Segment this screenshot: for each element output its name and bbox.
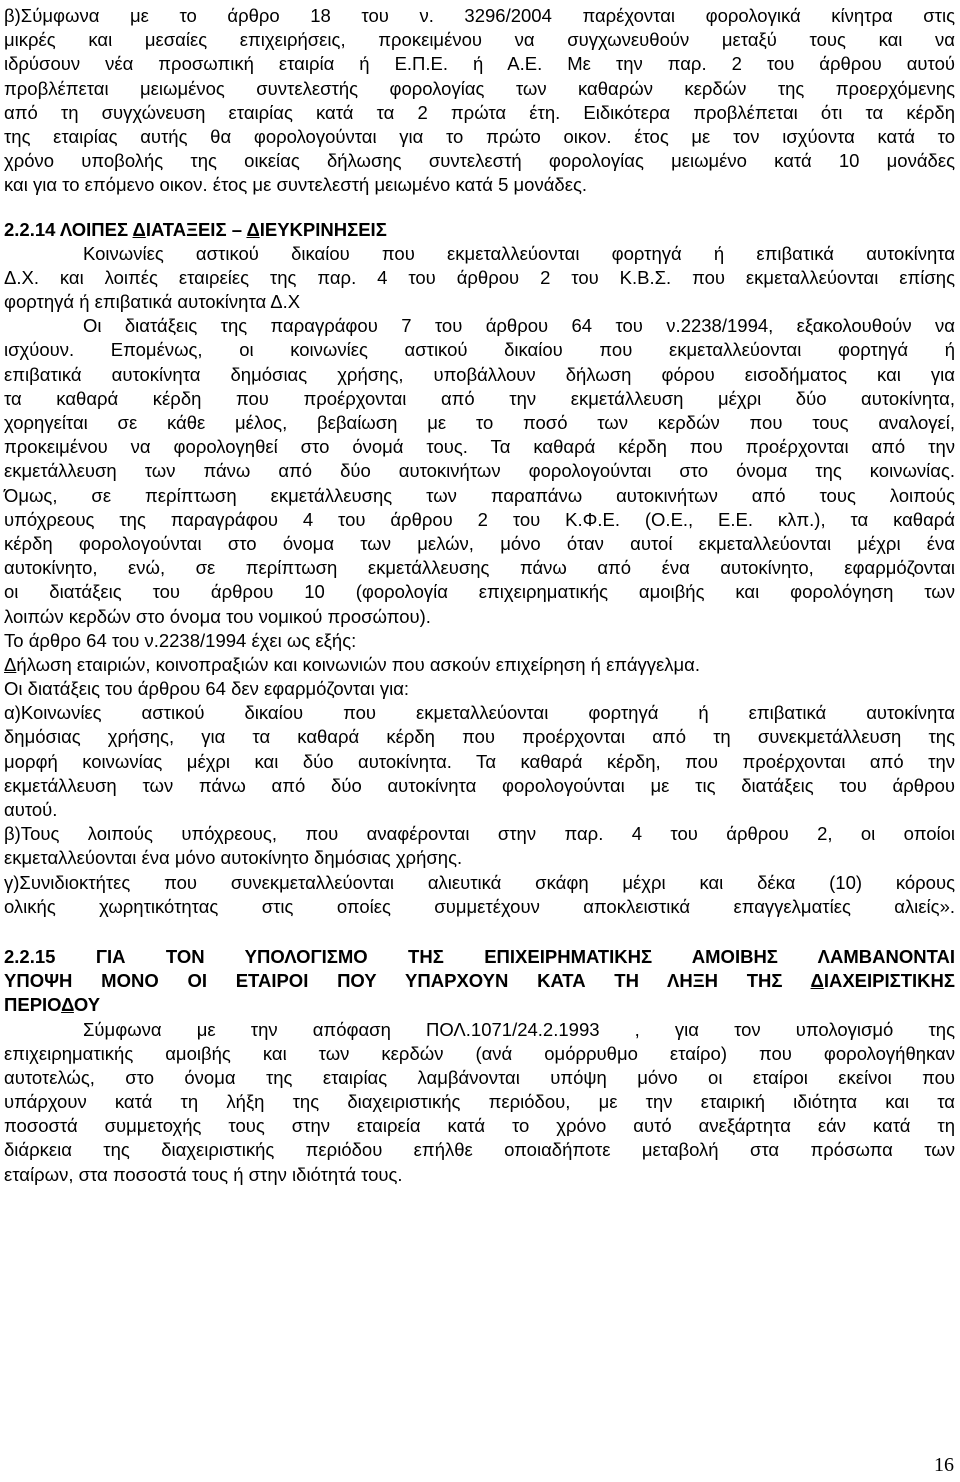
text-line: ισχύουν. Επομένως, οι κοινωνίες αστικού δικαίου που εκμεταλλεύονται φορτηγά ή: [4, 339, 955, 361]
text-segment: Δ: [4, 653, 17, 675]
blank-line: [4, 919, 955, 945]
text-line: προβλέπεται μειωμένος συντελεστής φορολογίας των καθαρών κερδών της προερχόμενης: [4, 77, 955, 99]
text-line: λοιπών κερδών στο όνομα του νομικού προσώπου).: [4, 605, 431, 627]
text-line: Δ.Χ. και λοιπές εταιρείες της παρ. 4 του άρθρου 2 του Κ.Β.Σ. που εκμεταλλεύονται επίσης: [4, 266, 955, 288]
page-number: 16: [934, 1454, 954, 1476]
document-body: [4, 4, 955, 1187]
text-line: χρόνο υποβολής της οικείας δήλωσης συντελεστή φορολογίας μειωμένο κατά 10 μονάδες: [4, 150, 955, 172]
text-line: α)Κοινωνίες αστικού δικαίου που εκμεταλλεύονται φορτηγά ή επιβατικά αυτοκίνητα: [4, 702, 955, 724]
text-line: εταίρων, στα ποσοστά τους ή στην ιδιότητά τους.: [4, 1163, 403, 1185]
text-segment: ΙΕΥΚΡΙΝΗΣΕΙΣ: [259, 218, 387, 240]
text-line: Σύμφωνα με την απόφαση ΠΟΛ.1071/24.2.1993 , για τον υπολογισμό της: [83, 1018, 955, 1040]
text-line: τα καθαρά κέρδη που προέρχονται από την εκμετάλλευση μέχρι δύο αυτοκίνητα,: [4, 387, 955, 409]
text-segment: Δ: [810, 970, 824, 992]
text-line: μικρές και μεσαίες επιχειρήσεις, προκειμένου να συγχωνευθούν μεταξύ τους και να: [4, 29, 955, 51]
text-line: χορηγείται σε κάθε μέλος, βεβαίωση με το ποσό των κερδών που τους αναλογεί,: [4, 412, 955, 433]
text-line: αυτοκίνητο, ενώ, σε περίπτωση εκμετάλλευσης πάνω από ένα αυτοκίνητο, εφαρμόζονται: [4, 557, 955, 579]
text-line: εκμεταλλεύονται ένα μόνο αυτοκίνητο δημόσιας χρήσης.: [4, 847, 463, 869]
text-line: [4, 653, 955, 677]
text-segment: 2.2.15 ΓΙΑ ΤΟΝ ΥΠΟΛΟΓΙΣΜΟ ΤΗΣ ΕΠΙΧΕΙΡΗΜΑΤΙΚΗΣ ΑΜΟΙΒΗΣ ΛΑΜΒΑΝΟΝΤΑΙ: [4, 945, 955, 967]
text-segment: Δ: [61, 994, 74, 1016]
text-segment: ΙΑΤΑΞΕΙΣ –: [145, 218, 247, 240]
text-line: ποσοστά συμμετοχής τους στην εταιρεία κατά το χρόνο αυτό ανεξάρτητα εάν κατά τη: [4, 1115, 955, 1137]
text-line: εκμετάλλευση των πάνω από δύο αυτοκίνητα φορολογούνται με τις διατάξεις του άρθρου: [4, 774, 955, 796]
text-segment: ΟΥ: [73, 994, 101, 1016]
text-line: επιχειρηματικής αμοιβής και των κερδών (ανά ομόρρυθμο εταίρο) που φορολογήθηκαν: [4, 1042, 955, 1064]
text-segment: Δ: [132, 218, 146, 240]
text-segment: Δ: [246, 218, 260, 240]
text-line: β)Σύμφωνα με το άρθρο 18 του ν. 3296/2004 παρέχονται φορολογικά κίνητρα στις: [4, 5, 955, 26]
text-line: κέρδη φορολογούνται στο όνομα των μελών, μόνο όταν αυτοί εκμεταλλεύονται μέχρι ένα: [4, 532, 955, 554]
text-line: υπάρχουν κατά τη λήξη της διαχειριστικής περιόδου, με την εταιρική ιδιότητα και τα: [4, 1091, 955, 1113]
section-heading: [4, 218, 955, 242]
text-line: φορτηγά ή επιβατικά αυτοκίνητα Δ.Χ: [4, 291, 301, 313]
text-line: και για το επόμενο οικον. έτος με συντελεστή μειωμένο κατά 5 μονάδες.: [4, 174, 588, 196]
text-segment: ήλωση εταιριών, κοινοπραξιών και κοινωνιών που ασκούν επιχείρηση ή επάγγελμα.: [16, 653, 701, 675]
section-heading: [4, 945, 955, 969]
text-line: β)Τους λοιπούς υπόχρεους, που αναφέρονται στην παρ. 4 του άρθρου 2, οι οποίοι: [4, 823, 955, 845]
section-heading: [4, 969, 955, 993]
text-line: ολικής χωρητικότητας στις οποίες συμμετέχουν αποκλειστικά επαγγελματίες αλιείς».: [4, 895, 955, 917]
text-line: ιδρύσουν νέα προσωπική εταιρία ή Ε.Π.Ε. ή Α.Ε. Με την παρ. 2 του άρθρου αυτού: [4, 53, 955, 75]
text-line: από τη συγχώνευση εταιρίας κατά τα 2 πρώτα έτη. Ειδικότερα προβλέπεται ότι τα κέρδη: [4, 101, 955, 123]
text-segment: ΠΕΡΙΟ: [4, 994, 62, 1016]
text-line: Οι διατάξεις του άρθρου 64 δεν εφαρμόζονται για:: [4, 678, 410, 700]
text-line: προκειμένου να φορολογηθεί στο όνομά τους. Τα καθαρά κέρδη που προέρχονται από την: [4, 436, 955, 458]
text-line: επιβατικά αυτοκίνητα δημόσιας χρήσης, υποβάλλουν δήλωση φόρου εισοδήματος και για: [4, 363, 955, 385]
text-line: Όμως, σε περίπτωση εκμετάλλευσης των παραπάνω αυτοκινήτων από τους λοιπούς: [4, 484, 955, 506]
text-line: εκμετάλλευση των πάνω από δύο αυτοκινήτων φορολογούνται στο όνομα της κοινωνίας.: [4, 460, 955, 482]
text-line: Το άρθρο 64 του ν.2238/1994 έχει ως εξής:: [4, 629, 357, 651]
text-line: αυτοτελώς, στο όνομα της εταιρίας λαμβάνονται υπόψη μόνο οι εταίροι εκείνοι που: [4, 1066, 955, 1088]
text-line: Οι διατάξεις της παραγράφου 7 του άρθρου 64 του ν.2238/1994, εξακολουθούν να: [83, 315, 955, 337]
text-line: υπόχρεους της παραγράφου 4 του άρθρου 2 του Κ.Φ.Ε. (Ο.Ε., Ε.Ε. κλπ.), τα καθαρά: [4, 508, 955, 530]
text-line: διάρκεια της διαχειριστικής περιόδου επήλθε οποιαδήποτε μεταβολή στα πρόσωπα των: [4, 1139, 955, 1161]
text-line: Κοινωνίες αστικού δικαίου που εκμεταλλεύονται φορτηγά ή επιβατικά αυτοκίνητα: [83, 242, 955, 264]
blank-line: [4, 198, 955, 218]
text-segment: ΙΑΧΕΙΡΙΣΤΙΚΗΣ: [823, 970, 955, 992]
text-line: της εταιρίας αυτής θα φορολογούνται για το πρώτο οικον. έτος με τον ισχύοντα κατά το: [4, 125, 955, 147]
text-segment: 2.2.14 ΛΟΙΠΕΣ: [4, 218, 133, 240]
text-line: γ)Συνιδιοκτήτες που συνεκμεταλλεύονται αλιευτικά σκάφη μέχρι και δέκα (10) κόρους: [4, 871, 955, 893]
text-line: αυτού.: [4, 799, 58, 820]
text-line: δημόσιας χρήσης, για τα καθαρά κέρδη που προέρχονται από τη συνεκμετάλλευση της: [4, 726, 955, 748]
text-segment: ΥΠΟΨΗ ΜΟΝΟ ΟΙ ΕΤΑΙΡΟΙ ΠΟΥ ΥΠΑΡΧΟΥΝ ΚΑΤΑ ΤΗ ΛΗΞΗ ΤΗΣ: [4, 970, 811, 992]
text-line: οι διατάξεις του άρθρου 10 (φορολογία επιχειρηματικής αμοιβής και φορολόγηση των: [4, 581, 955, 603]
section-heading: [4, 993, 955, 1017]
text-line: μορφή κοινωνίας μέχρι και δύο αυτοκίνητα. Τα καθαρά κέρδη, που προέρχονται από την: [4, 750, 955, 772]
